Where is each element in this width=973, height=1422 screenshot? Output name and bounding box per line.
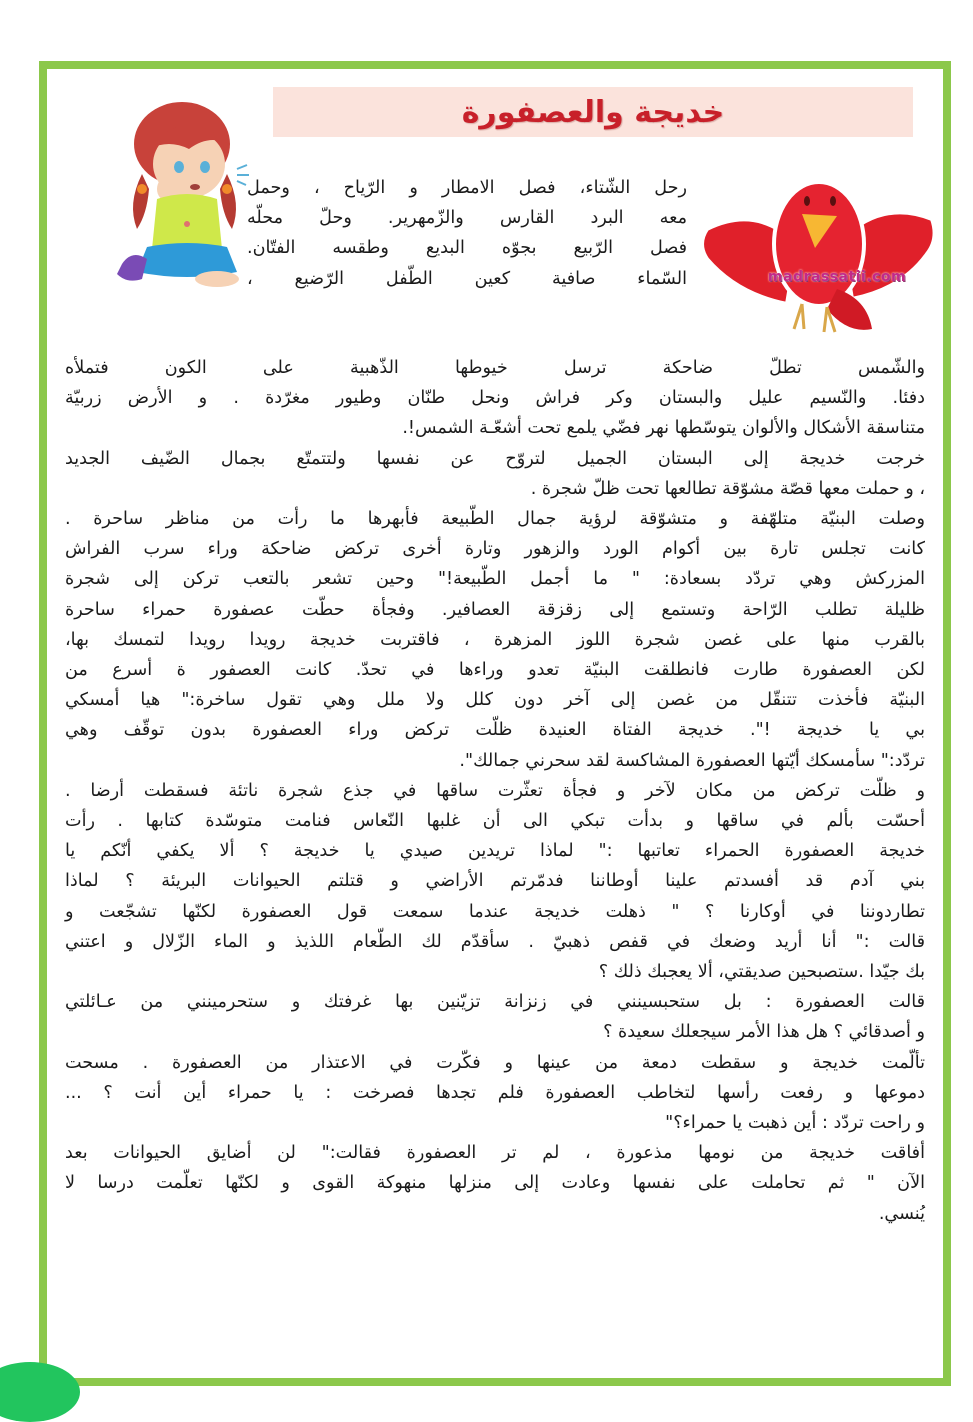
red-bird-illustration <box>697 169 942 344</box>
text-line: كانت تجلس تارة بين أكوام الورد والزهور وتارة أخرى تركض ضاحكة وراء سرب الفراش <box>65 539 925 560</box>
page-frame <box>39 61 951 1386</box>
watermark: madrassatii.com <box>767 269 907 285</box>
text-line: قالت العصفورة : بل ستحبسينني في زنزانة تزيّنين بها غرفتك و ستحرمينني من عـائلتي <box>65 992 925 1013</box>
text-line: قالت :" أنا أريد وضعك في قفص ذهبيّ . سأقدّم لك الطّعام اللذيذ و الماء الزّلال و اعتني <box>65 931 925 952</box>
text-line: و راحت تردّد : أين ذهبت يا حمراء؟" <box>665 1113 925 1134</box>
story-title: خديجة والعصفورة <box>461 94 725 130</box>
text-line: بالقرب منها على غصن شجرة اللوز المزهرة ، فاقتربت خديجة رويدا رويدا لتمسك بها، <box>65 629 925 650</box>
text-line: خديجة العصفورة الحمراء تعاتبها :" لماذا تريدين صيدي يا خديجة ؟ ألا يكفي أنّكم يا <box>65 841 925 862</box>
text-line: ، و حملت معها قصّة مشوّقة تطالعها تحت ظلّ شجرة . <box>530 478 925 499</box>
text-line: الآن " ثم تحاملت على نفسها وعادت إلى منزلها منهوكة القوى و لكنّها تعلّمت درسا لا <box>65 1173 925 1194</box>
text-line: أفاقت خديجة من نومها مذعورة ، لم تر العصفورة فقالت:" لن أضايق الحيوانات بعد <box>65 1143 925 1164</box>
text-line: بي يا خديجة !". خديجة الفتاة العنيدة ظلّت تركض وراء العصفورة بدون توقّف وهي <box>65 720 925 741</box>
text-line: دموعها و رفعت رأسها لتخاطب العصفورة فلم تجدها فصرخت : يا حمراء أين أنت ؟ ... <box>65 1082 925 1103</box>
text-line: تطاردوننا في أوكارنا ؟ " ذهلت خديجة عندما سمعت قول العصفورة لكنّها تشجّعت و <box>65 901 925 922</box>
text-line: والشّمس تطلّ ضاحكة ترسل خيوطها الذّهبية على الكون فتملأه <box>65 358 925 378</box>
text-line: دفئا. والنّسيم عليل والبستان وكر فراش ونحل طنّان وطيور مغرّدة . و الأرض زربيّة <box>65 388 925 409</box>
text-line: يُنسي. <box>878 1203 925 1224</box>
crying-girl-illustration <box>87 89 257 299</box>
text-line: بك جيّدا .ستصبحين صديقتي، ألا يعجبك ذلك ؟ <box>598 962 925 983</box>
text-line: تردّد:" سأمسكك أيّتها العصفورة المشاكسة لقد سحرني جمالك". <box>459 750 925 771</box>
text-line: بني آدم قد أفسدتم علينا أوطاننا فدمّرتم الأراضي و قتلتم الحيوانات البريئة ؟ لماذا <box>65 871 925 892</box>
text-line: وصلت البنيّة متلهّفة و متشوّقة لرؤية جمال الطّبيعة فأبهرها ما رأت من مناظر ساحرة . <box>65 509 925 530</box>
text-line: ظليلة تطلب الرّاحة وتستمع إلى زقزقة العصافير. وفجأة حطّت عصفورة حمراء ساحرة <box>65 599 925 620</box>
story-body <box>65 353 925 1229</box>
text-line: معه البرد القارس والزّمهرير. وحلّ محلّه <box>247 208 687 229</box>
text-line: المزركش وهي تردّد بسعادة: " ما أجمل الطّبيعة!" وحين تشعر بالتعب تركن إلى شجرة <box>65 569 925 590</box>
text-line: لكن العصفورة طارت فانطلقت البنيّة تعدو وراءها في تحدّ. كانت العصفور ة أسرع من <box>65 660 925 681</box>
title-banner <box>273 87 913 137</box>
intro-paragraph <box>247 173 687 294</box>
text-line: السّماء صافية كعين الطّفل الرّضيع ، <box>247 268 687 289</box>
text-line: خرجت خديجة إلى البستان الجميل لتروّح عن نفسها ولتتمتّع بجمال الضّيف الجديد <box>65 448 925 469</box>
text-line: و أصدقائي ؟ هل هذا الأمر سيجعلك سعيدة ؟ <box>603 1022 925 1043</box>
text-line: فصل الرّبيع بجوّه البديع وطقسه الفتّان. <box>247 238 687 259</box>
text-line: البنيّة فأخذت تتنقّل من غصن إلى آخر دون كلل ولا ملل وهي تقول ساخرة:" هيا أمسكي <box>65 690 925 711</box>
text-line: أحسّت بألم في ساقها و بدأت تبكي الى أن غلبها النّعاس فنامت متوسّدة كتابها . رأت <box>65 811 925 832</box>
text-line: تألّمت خديجة و سقطت دمعة من عينها و فكّرت في الاعتذار من العصفورة . مسحت <box>65 1052 925 1073</box>
text-line: رحل الشّتاء، فصل الامطار و الرّياح ، وحمل <box>247 178 687 198</box>
text-line: و ظلّت تركض من مكان لآخر و فجأة تعثّرت ساقها في جذع شجرة ناتئة فسقطت أرضا . <box>65 780 925 801</box>
text-line: متناسقة الأشكال والألوان يتوسّطها نهر فضّي يلمع تحت أشعّـة الشمس!. <box>402 418 925 439</box>
